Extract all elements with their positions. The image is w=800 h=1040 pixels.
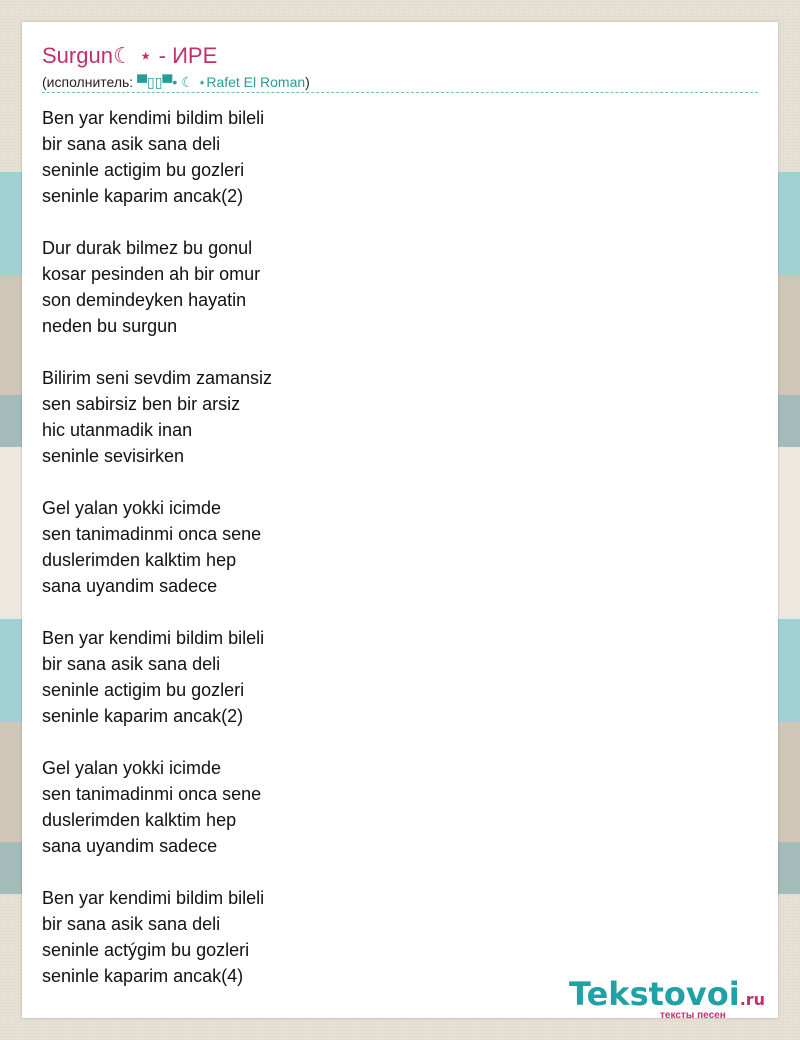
title-divider bbox=[42, 92, 758, 93]
lyrics-stanza bbox=[42, 755, 272, 859]
lyrics-stanza bbox=[42, 365, 272, 469]
logo-tagline: тексты песен bbox=[660, 1010, 726, 1021]
lyrics-line: seninle kaparim ancak(2) bbox=[42, 706, 244, 726]
song-title: Surgun☾ ⋆ - ИРЕ bbox=[42, 43, 218, 68]
lyrics-line: Ben yar kendimi bildim bileli bbox=[42, 628, 265, 648]
lyrics-line: Gel yalan yokki icimde bbox=[42, 498, 222, 518]
lyrics-line: son demindeyken hayatin bbox=[42, 290, 247, 310]
lyrics-line: seninle actigim bu gozleri bbox=[42, 160, 245, 180]
lyrics-line: sen tanimadinmi onca sene bbox=[42, 784, 262, 804]
lyrics-line: hic utanmadik inan bbox=[42, 420, 193, 440]
lyrics-line: bir sana asik sana deli bbox=[42, 914, 221, 934]
artist-link[interactable]: ▀▯▯▀• ☾ ⋆Rafet El Roman bbox=[137, 74, 306, 90]
lyrics-stanza bbox=[42, 625, 272, 729]
artist-line bbox=[42, 72, 310, 92]
lyrics-line: seninle sevisirken bbox=[42, 446, 185, 466]
site-logo[interactable] bbox=[569, 974, 779, 1022]
lyrics-line: kosar pesinden ah bir omur bbox=[42, 264, 261, 284]
lyrics-line: duslerimden kalktim hep bbox=[42, 810, 237, 830]
logo-name: Tekstovoi bbox=[569, 975, 740, 1013]
lyrics-line: Bilirim seni sevdim zamansiz bbox=[42, 368, 273, 388]
lyrics-stanza bbox=[42, 105, 272, 209]
lyrics-stanza bbox=[42, 235, 272, 339]
lyrics-line: neden bu surgun bbox=[42, 316, 178, 336]
artist-suffix: ) bbox=[305, 74, 310, 90]
lyrics-line: Dur durak bilmez bu gonul bbox=[42, 238, 253, 258]
lyrics-stanza bbox=[42, 885, 272, 989]
lyrics-line: sen tanimadinmi onca sene bbox=[42, 524, 262, 544]
lyrics-line: bir sana asik sana deli bbox=[42, 134, 221, 154]
logo-tld: .ru bbox=[739, 990, 766, 1009]
lyrics-line: seninle kaparim ancak(4) bbox=[42, 966, 244, 986]
lyrics-line: seninle kaparim ancak(2) bbox=[42, 186, 244, 206]
lyrics-line: Ben yar kendimi bildim bileli bbox=[42, 108, 265, 128]
lyrics-line: seninle actigim bu gozleri bbox=[42, 680, 245, 700]
lyrics-line: seninle actýgim bu gozleri bbox=[42, 940, 250, 960]
lyrics-stanza bbox=[42, 495, 272, 599]
lyrics-text bbox=[42, 105, 272, 989]
lyrics-line: sana uyandim sadece bbox=[42, 836, 218, 856]
lyrics-line: sen sabirsiz ben bir arsiz bbox=[42, 394, 241, 414]
lyrics-line: Ben yar kendimi bildim bileli bbox=[42, 888, 265, 908]
lyrics-line: sana uyandim sadece bbox=[42, 576, 218, 596]
lyrics-line: Gel yalan yokki icimde bbox=[42, 758, 222, 778]
lyrics-line: duslerimden kalktim hep bbox=[42, 550, 237, 570]
lyrics-line: bir sana asik sana deli bbox=[42, 654, 221, 674]
lyrics-card bbox=[22, 22, 778, 1021]
artist-prefix: (исполнитель: bbox=[42, 74, 138, 90]
